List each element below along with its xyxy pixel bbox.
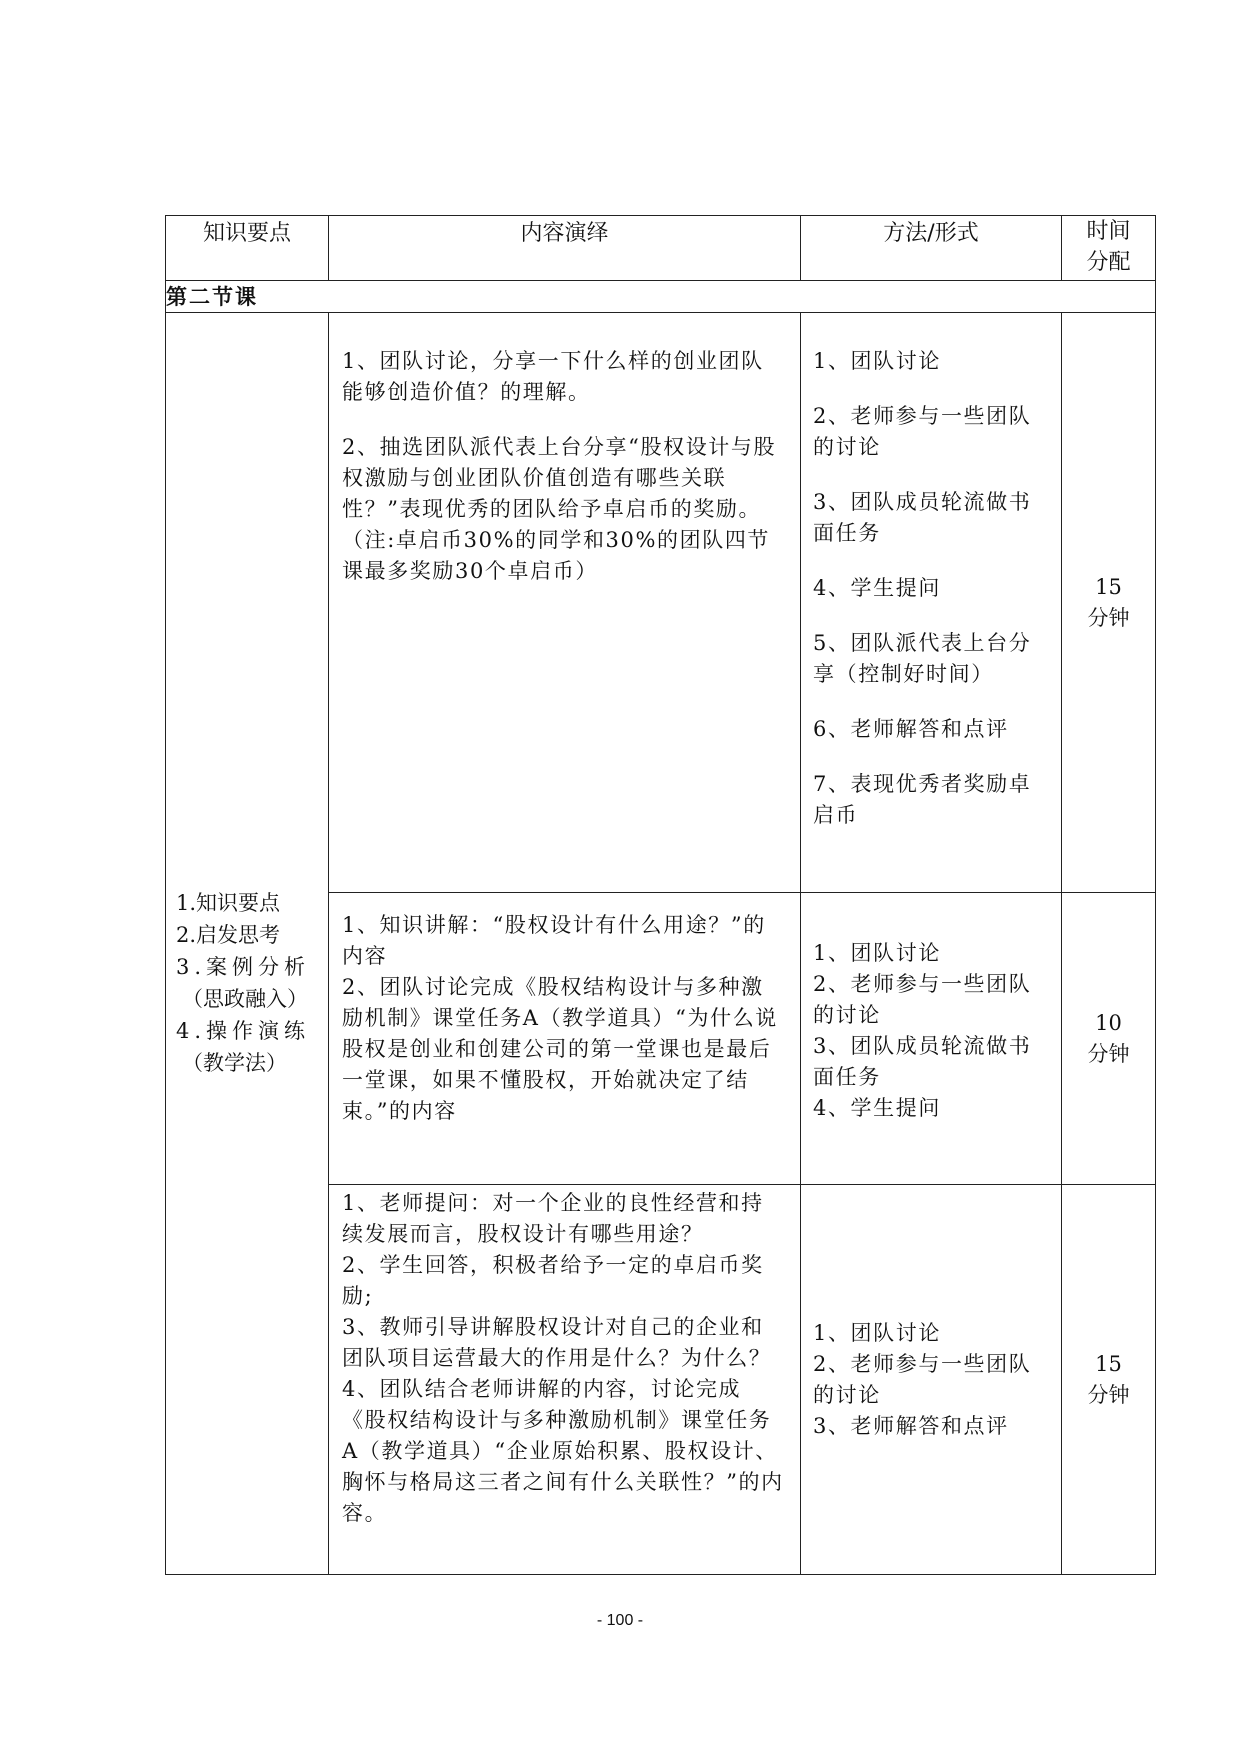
method-cell xyxy=(801,313,1062,893)
header-time-line1: 时间 xyxy=(1086,219,1131,244)
content-paragraph: 2、学生回答，积极者给予一定的卓启币奖励; xyxy=(342,1253,764,1308)
content-cell xyxy=(329,313,801,893)
content-paragraph: 4、团队结合老师讲解的内容，讨论完成《股权结构设计与多种激励机制》课堂任务A（教学道具）“企业原始积累、股权设计、胸怀与格局这三者之间有什么关联性？”的内容。 xyxy=(342,1377,784,1525)
time-unit: 分钟 xyxy=(1087,605,1130,630)
time-value: 15 xyxy=(1095,574,1122,599)
method-item: 2、老师参与一些团队的讨论 xyxy=(813,1351,1032,1407)
content-paragraph: 1、团队讨论，分享一下什么样的创业团队能够创造价值？的理解。 xyxy=(342,349,764,404)
content-cell xyxy=(329,893,801,1185)
knowledge-points-cell xyxy=(166,313,329,1575)
content-paragraph: 1、老师提问：对一个企业的良性经营和持续发展而言，股权设计有哪些用途？ xyxy=(342,1191,764,1246)
content-cell xyxy=(329,1185,801,1575)
page-number: - 100 - xyxy=(596,1612,644,1629)
header-knowledge-points: 知识要点 xyxy=(166,216,329,281)
method-item: 2、老师参与一些团队的讨论 xyxy=(813,404,1032,459)
method-item: 1、团队讨论 xyxy=(813,349,941,373)
method-item: 4、学生提问 xyxy=(813,1096,941,1120)
knowledge-point: （教学法） xyxy=(182,1051,287,1075)
knowledge-point: 1.知识要点 xyxy=(176,891,281,915)
content-paragraph: 3、教师引导讲解股权设计对自己的企业和团队项目运营最大的作用是什么？为什么？ xyxy=(342,1315,772,1370)
knowledge-points-list xyxy=(176,887,320,1574)
method-item: 7、表现优秀者奖励卓启币 xyxy=(813,772,1032,827)
method-item: 2、老师参与一些团队的讨论 xyxy=(813,972,1032,1027)
method-item: 6、老师解答和点评 xyxy=(813,717,1009,741)
time-value: 10 xyxy=(1095,1010,1122,1035)
method-item: 1、团队讨论 xyxy=(813,941,941,965)
time-cell xyxy=(1062,893,1156,1185)
method-item: 1、团队讨论 xyxy=(813,1320,941,1345)
header-time-line2: 分配 xyxy=(1086,250,1131,275)
time-cell xyxy=(1062,313,1156,893)
header-row xyxy=(166,216,1156,281)
method-cell xyxy=(801,893,1062,1185)
section-title: 第二节课 xyxy=(166,281,1156,313)
method-item: 4、学生提问 xyxy=(813,576,941,600)
method-item: 5、团队派代表上台分享（控制好时间） xyxy=(813,631,1032,686)
content-paragraph: 2、团队讨论完成《股权结构设计与多种激励机制》课堂任务A（教学道具）“为什么说股权是创业和创建公司的第一堂课也是最后一堂课，如果不懂股权，开始就决定了结束。”的内容 xyxy=(342,975,778,1123)
time-unit: 分钟 xyxy=(1087,1382,1130,1407)
method-item: 3、老师解答和点评 xyxy=(813,1413,1009,1438)
header-method: 方法/形式 xyxy=(801,216,1062,281)
lesson-plan-table xyxy=(165,215,1156,1575)
knowledge-point: 3.案例分析 xyxy=(176,955,311,979)
time-cell xyxy=(1062,1185,1156,1575)
knowledge-point: （思政融入） xyxy=(182,987,308,1011)
time-unit: 分钟 xyxy=(1087,1041,1130,1066)
table-row xyxy=(166,313,1156,893)
content-paragraph: 2、抽选团队派代表上台分享“股权设计与股权激励与创业团队价值创造有哪些关联性？”表现优秀的团队给予卓启币的奖励。（注:卓启币30%的同学和30%的团队四节课最多奖励30个卓启币） xyxy=(342,435,777,583)
header-time xyxy=(1062,216,1156,281)
content-paragraph: 1、知识讲解：“股权设计有什么用途？”的内容 xyxy=(342,913,766,968)
time-value: 15 xyxy=(1095,1351,1122,1376)
method-item: 3、团队成员轮流做书面任务 xyxy=(813,1034,1032,1089)
section-row xyxy=(166,281,1156,313)
method-item: 3、团队成员轮流做书面任务 xyxy=(813,490,1032,545)
knowledge-point: 4.操作演练 xyxy=(176,1019,311,1043)
knowledge-point: 2.启发思考 xyxy=(176,923,281,947)
header-content: 内容演绎 xyxy=(329,216,801,281)
method-cell xyxy=(801,1185,1062,1575)
